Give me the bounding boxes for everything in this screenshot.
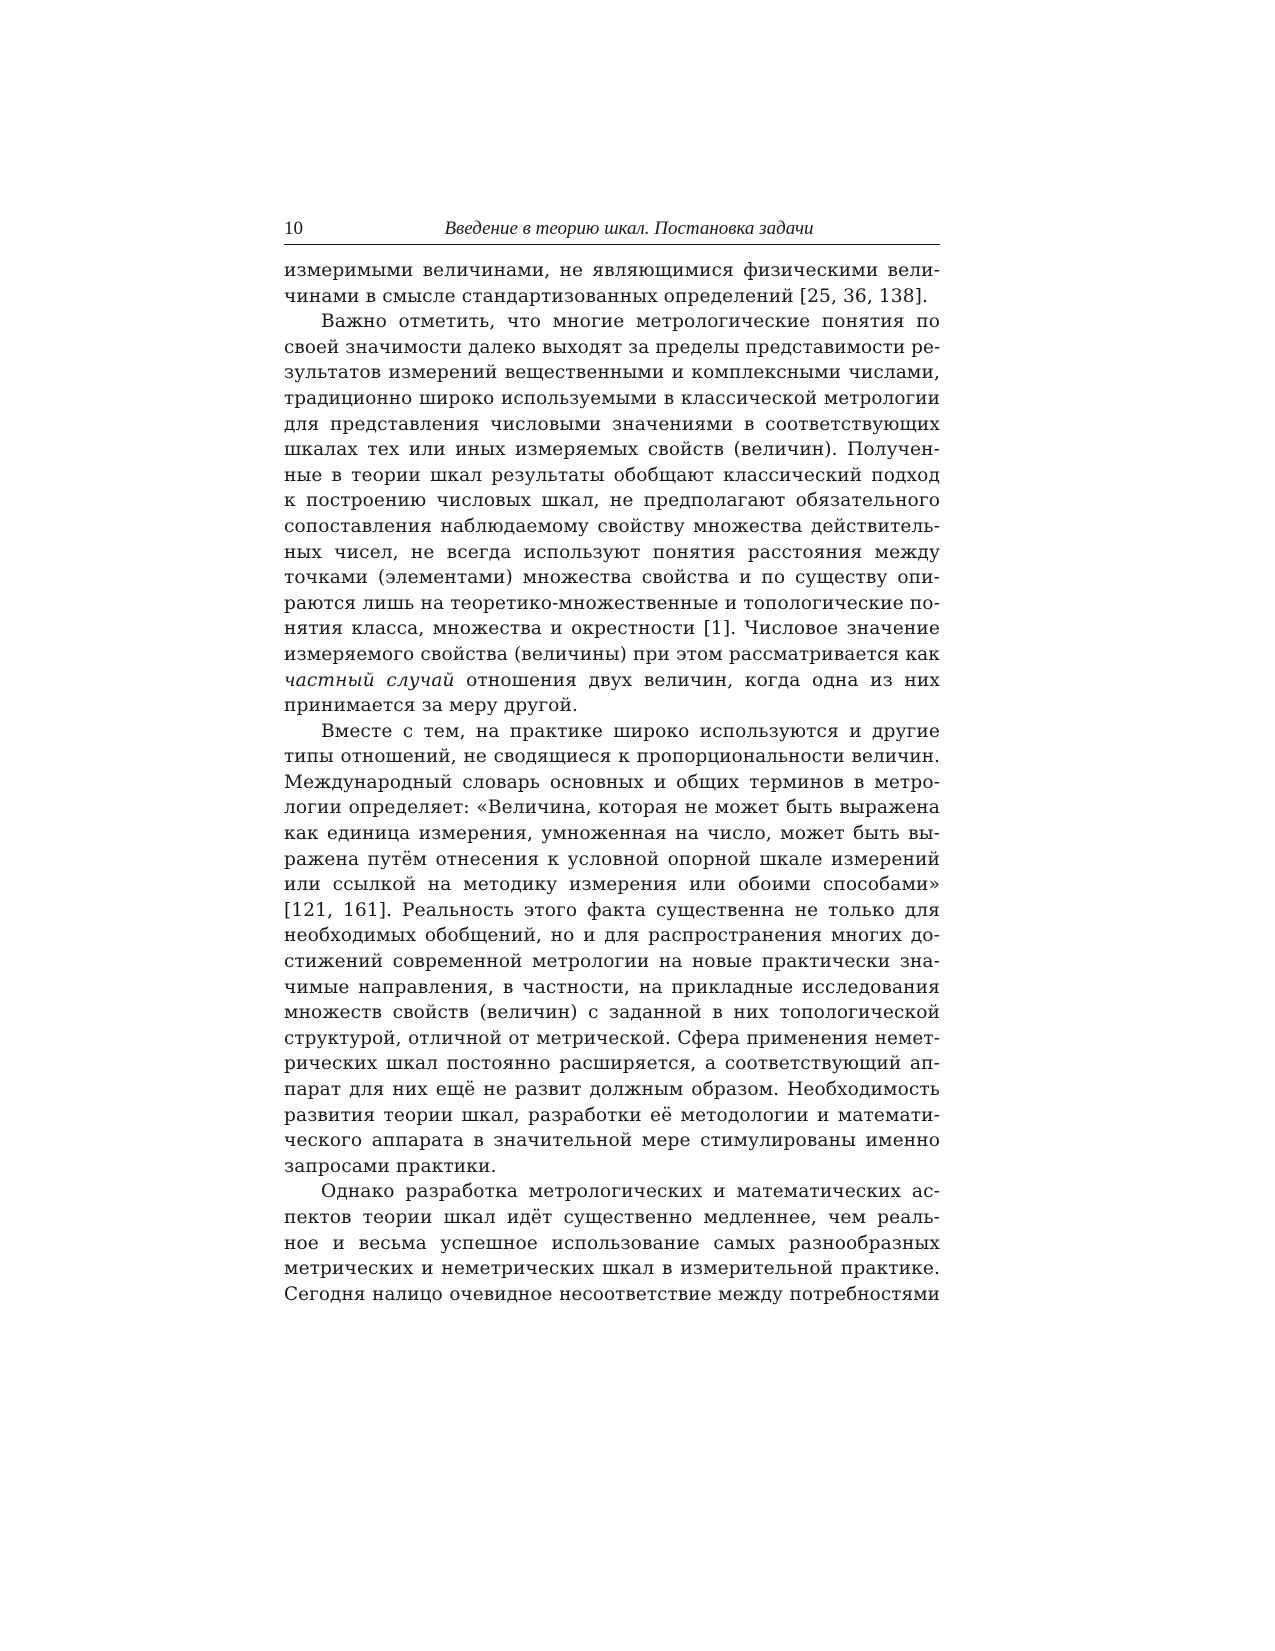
text-line: чимые направления, в частности, на прикладные исследования [284, 976, 940, 998]
text-line: ных чисел, не всегда используют понятия расстояния между [284, 541, 940, 563]
body-text [284, 258, 940, 1307]
text-line: зультатов измерений вещественными и комплексными числами, [284, 362, 940, 384]
text-line: Вместе с тем, на практике широко используются и другие [321, 720, 940, 742]
text-line: раются лишь на теоретико-множественные и топологические по- [284, 592, 940, 614]
text-line: Однако разработка метрологических и математических ас- [321, 1181, 940, 1203]
text-line: ные в теории шкал результаты обобщают классический подход [284, 464, 940, 486]
text-line: чинами в смысле стандартизованных определений [25, 36, 138]. [284, 285, 929, 307]
text-line: принимается за меру другой. [284, 695, 578, 717]
running-title: Введение в теорию шкал. Постановка задачи [444, 218, 814, 239]
text-line: типы отношений, не сводящиеся к пропорциональности величин. [284, 746, 940, 768]
text-line: Важно отметить, что многие метрологические понятия по [321, 311, 940, 333]
text-line: рических шкал постоянно расширяется, а соответствующий ап- [284, 1053, 940, 1075]
text-line: Сегодня налицо очевидное несоответствие между потребностями [284, 1283, 940, 1305]
text-line: к построению числовых шкал, не предполагают обязательного [284, 490, 940, 512]
emphasized-text: частный случай [284, 669, 455, 691]
text-line: ное и весьма успешное использование самых разнообразных [284, 1232, 940, 1254]
text-line: традиционно широко используемыми в классической метрологии [284, 387, 940, 409]
text-line-rest: отношения двух величин, когда одна из них [454, 669, 940, 691]
text-line: измеряемого свойства (величины) при этом рассматривается как [284, 643, 940, 665]
text-line: необходимых обобщений, но и для распространения многих до- [284, 925, 940, 947]
text-line: своей значимости далеко выходят за пределы представимости ре- [284, 336, 941, 358]
text-line: пектов теории шкал идёт существенно медленнее, чем реаль- [284, 1206, 940, 1228]
text-line: сопоставления наблюдаемому свойству множества действитель- [284, 515, 940, 537]
page-number: 10 [284, 218, 303, 239]
text-line: парат для них ещё не развит должным образом. Необходимость [284, 1079, 940, 1100]
text-line: точками (элементами) множества свойства и по существу опи- [284, 567, 940, 589]
text-line: стижений современной метрологии на новые практически зна- [284, 951, 940, 973]
running-head [284, 212, 940, 245]
text-line: измеримыми величинами, не являющимися физическими вели- [284, 260, 940, 281]
text-line: как единица измерения, умноженная на число, может быть вы- [284, 823, 940, 845]
text-line: ражена путём отнесения к условной опорной шкале измерений [284, 848, 940, 870]
text-line: [121, 161]. Реальность этого факта существенна не только для [284, 899, 940, 921]
text-line: логии определяет: «Величина, которая не может быть выражена [284, 797, 940, 819]
text-line: ческого аппарата в значительной мере стимулированы именно [284, 1130, 940, 1152]
text-line: нятия класса, множества и окрестности [1]. Числовое значение [284, 618, 940, 640]
text-line [284, 668, 940, 694]
text-line: развития теории шкал, разработки её методологии и математи- [284, 1104, 940, 1126]
text-line: структурой, отличной от метрической. Сфера применения немет- [284, 1027, 940, 1049]
text-line: запросами практики. [284, 1155, 497, 1177]
text-line: метрических и неметрических шкал в измерительной практике. [284, 1258, 940, 1280]
text-line: или ссылкой на методику измерения или обоими способами» [284, 874, 940, 896]
text-line: шкалах тех или иных измеряемых свойств (величин). Получен- [284, 439, 940, 461]
text-line: Международный словарь основных и общих терминов в метро- [284, 771, 940, 793]
text-line: множеств свойств (величин) с заданной в них топологической [284, 1002, 940, 1024]
text-line: для представления числовыми значениями в соответствующих [284, 413, 940, 435]
